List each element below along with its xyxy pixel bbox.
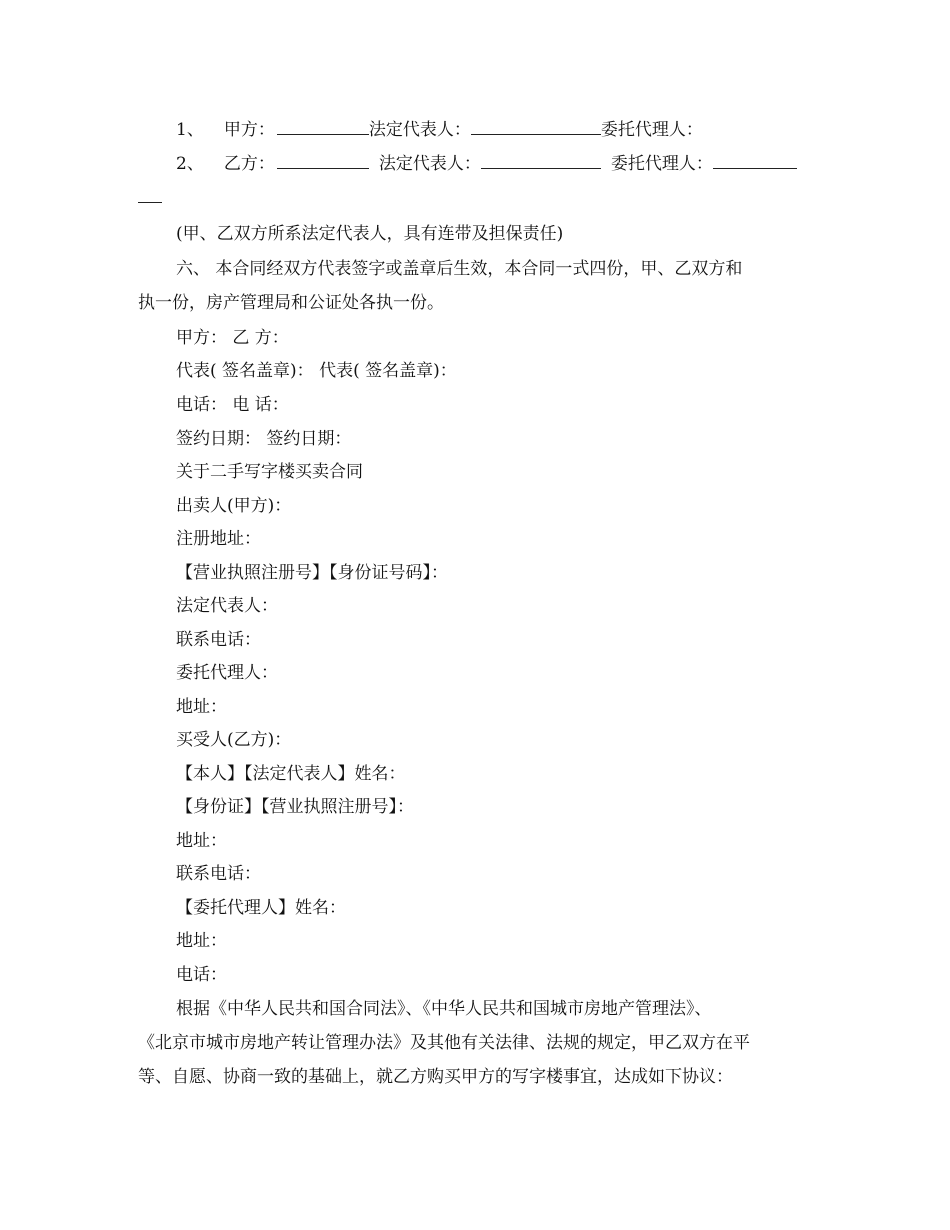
signature-date: 签约日期： 签约日期： — [176, 429, 352, 449]
buyer-agent-name: 【委托代理人】姓名： — [176, 898, 346, 918]
blank-continuation — [138, 186, 162, 210]
blank-line — [277, 154, 369, 169]
clause-6-line-1: 六、 本合同经双方代表签字或盖章后生效，本合同一式四份，甲、乙双方和 — [176, 259, 743, 279]
seller-phone: 联系电话： — [176, 630, 261, 650]
contact-line-2 — [176, 152, 797, 176]
rep-label: 法定代表人： — [378, 154, 481, 174]
contact-line-1 — [176, 118, 703, 142]
blank-line — [277, 120, 369, 135]
agent-label: 委托代理人： — [600, 120, 703, 140]
preamble-line-3: 等、自愿、协商一致的基础上，就乙方购买甲方的写字楼事宜，达成如下协议： — [138, 1067, 733, 1087]
seller-label: 出卖人(甲方)： — [176, 496, 292, 516]
item-number: 2、 — [176, 154, 204, 174]
seller-agent: 委托代理人： — [176, 663, 278, 683]
seller-address: 注册地址： — [176, 529, 261, 549]
clause-6-line-2: 执一份，房产管理局和公证处各执一份。 — [138, 293, 444, 313]
seller-legal-rep: 法定代表人： — [176, 596, 278, 616]
liability-note: (甲、乙双方所系法定代表人，具有连带及担保责任) — [176, 224, 564, 244]
buyer-id: 【身份证】【营业执照注册号】： — [176, 797, 414, 817]
buyer-address: 地址： — [176, 831, 227, 851]
buyer-agent-address: 地址： — [176, 931, 227, 951]
contract-title: 关于二手写字楼买卖合同 — [176, 462, 363, 482]
signature-parties: 甲方： 乙 方： — [176, 328, 289, 348]
rep-label: 法定代表人： — [368, 120, 471, 140]
blank-line — [138, 188, 162, 203]
buyer-name: 【本人】【法定代表人】姓名： — [176, 764, 406, 784]
preamble-line-1: 根据《中华人民共和国合同法》、《中华人民共和国城市房地产管理法》、 — [176, 999, 712, 1019]
party-label: 甲方： — [223, 120, 275, 140]
seller-license: 【营业执照注册号】【身份证号码】： — [176, 563, 448, 583]
seller-agent-address: 地址： — [176, 697, 227, 717]
preamble-line-2: 《北京市城市房地产转让管理办法》及其他有关法律、法规的规定，甲乙双方在平 — [138, 1033, 750, 1053]
blank-line — [471, 120, 601, 135]
signature-phone: 电话： 电 话： — [176, 395, 289, 415]
agent-label: 委托代理人： — [610, 154, 713, 174]
blank-line — [481, 154, 601, 169]
buyer-agent-phone: 电话： — [176, 965, 227, 985]
buyer-label: 买受人(乙方)： — [176, 730, 292, 750]
party-label: 乙方： — [223, 154, 275, 174]
blank-line — [713, 154, 797, 169]
buyer-phone: 联系电话： — [176, 864, 261, 884]
signature-rep: 代表( 签名盖章)： 代表( 签名盖章)： — [176, 361, 457, 381]
item-number: 1、 — [176, 120, 204, 140]
